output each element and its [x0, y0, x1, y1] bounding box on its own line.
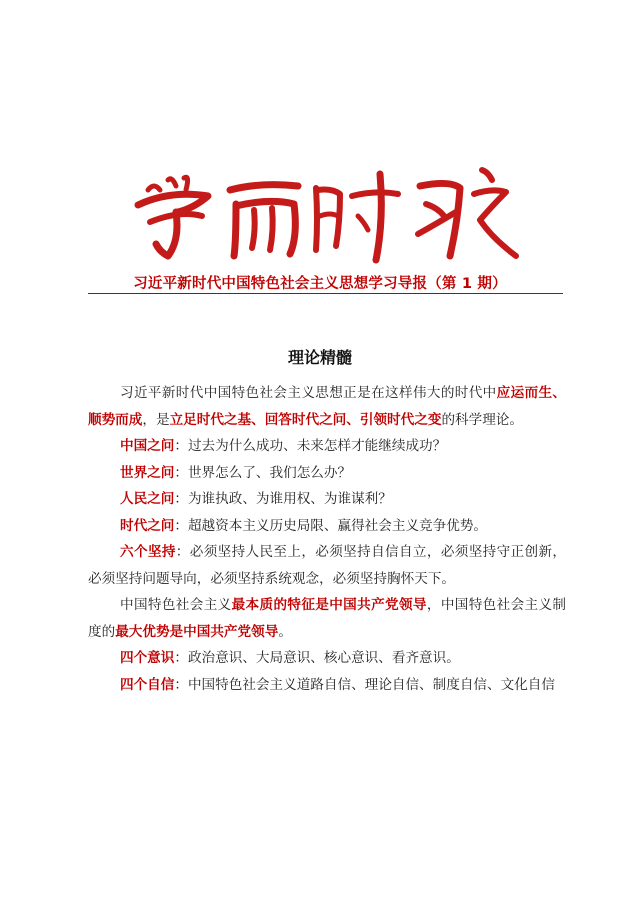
intro-highlight-2: 立足时代之基、回答时代之问、引领时代之变	[169, 411, 442, 428]
item-text: ：世界怎么了、我们怎么办？	[174, 464, 352, 481]
item-text: ：为谁执政、为谁用权、为谁谋利？	[174, 491, 392, 507]
intro-text-2: ，是	[142, 411, 170, 428]
item-keyword: 四个自信	[120, 676, 175, 693]
item-keyword: 四个意识	[120, 650, 175, 666]
intro-highlight-1: 应运而生、顺势而成	[88, 385, 567, 428]
section-title: 理论精髓	[287, 348, 352, 367]
item-text: ：政治意识、大局意识、核心意识、看齐意识。	[174, 650, 460, 666]
list-item	[88, 645, 566, 672]
subtitle-underline	[88, 293, 563, 294]
item-text: ：过去为什么成功、未来怎样才能继续成功？	[174, 438, 447, 454]
feature-highlight-1: 最本质的特征是中国共产党领导	[231, 597, 427, 613]
feature-text-3: 。	[278, 623, 292, 640]
masthead-calligraphy-logo	[120, 160, 520, 265]
article-body	[88, 380, 566, 698]
feature-highlight-2: 最大优势是中国共产党领导	[115, 623, 279, 640]
intro-paragraph	[88, 380, 566, 433]
item-keyword: 时代之问	[120, 517, 175, 534]
list-item	[88, 539, 566, 592]
item-text: ：必须坚持人民至上，必须坚持自信自立，必须坚持守正创新，必须坚持问题导向，必须坚持系统观念，必须坚持胸怀天下。	[88, 544, 567, 587]
feature-text-2: ，中国特色社会主义制度的	[88, 597, 567, 640]
feature-text-1: 中国特色社会主义	[120, 597, 232, 613]
list-item	[88, 486, 566, 513]
intro-text-3: 的科学理论。	[441, 411, 523, 428]
list-item	[88, 672, 566, 699]
intro-text-1: 习近平新时代中国特色社会主义思想正是在这样伟大的时代中	[120, 385, 497, 401]
item-keyword: 世界之问	[120, 464, 175, 481]
feature-paragraph	[88, 592, 566, 645]
newsletter-subtitle: 习近平新时代中国特色社会主义思想学习导报（第 1 期）	[133, 276, 507, 292]
item-keyword: 中国之问	[120, 438, 175, 454]
calligraphy-logo-image	[120, 160, 520, 265]
item-text: ：中国特色社会主义道路自信、理论自信、制度自信、文化自信	[174, 676, 555, 693]
item-text: ：超越资本主义历史局限、赢得社会主义竞争优势。	[174, 517, 488, 534]
item-keyword: 六个坚持	[120, 544, 176, 560]
list-item	[88, 433, 566, 460]
item-keyword: 人民之问	[120, 491, 175, 507]
list-item	[88, 513, 566, 540]
list-item	[88, 460, 566, 487]
